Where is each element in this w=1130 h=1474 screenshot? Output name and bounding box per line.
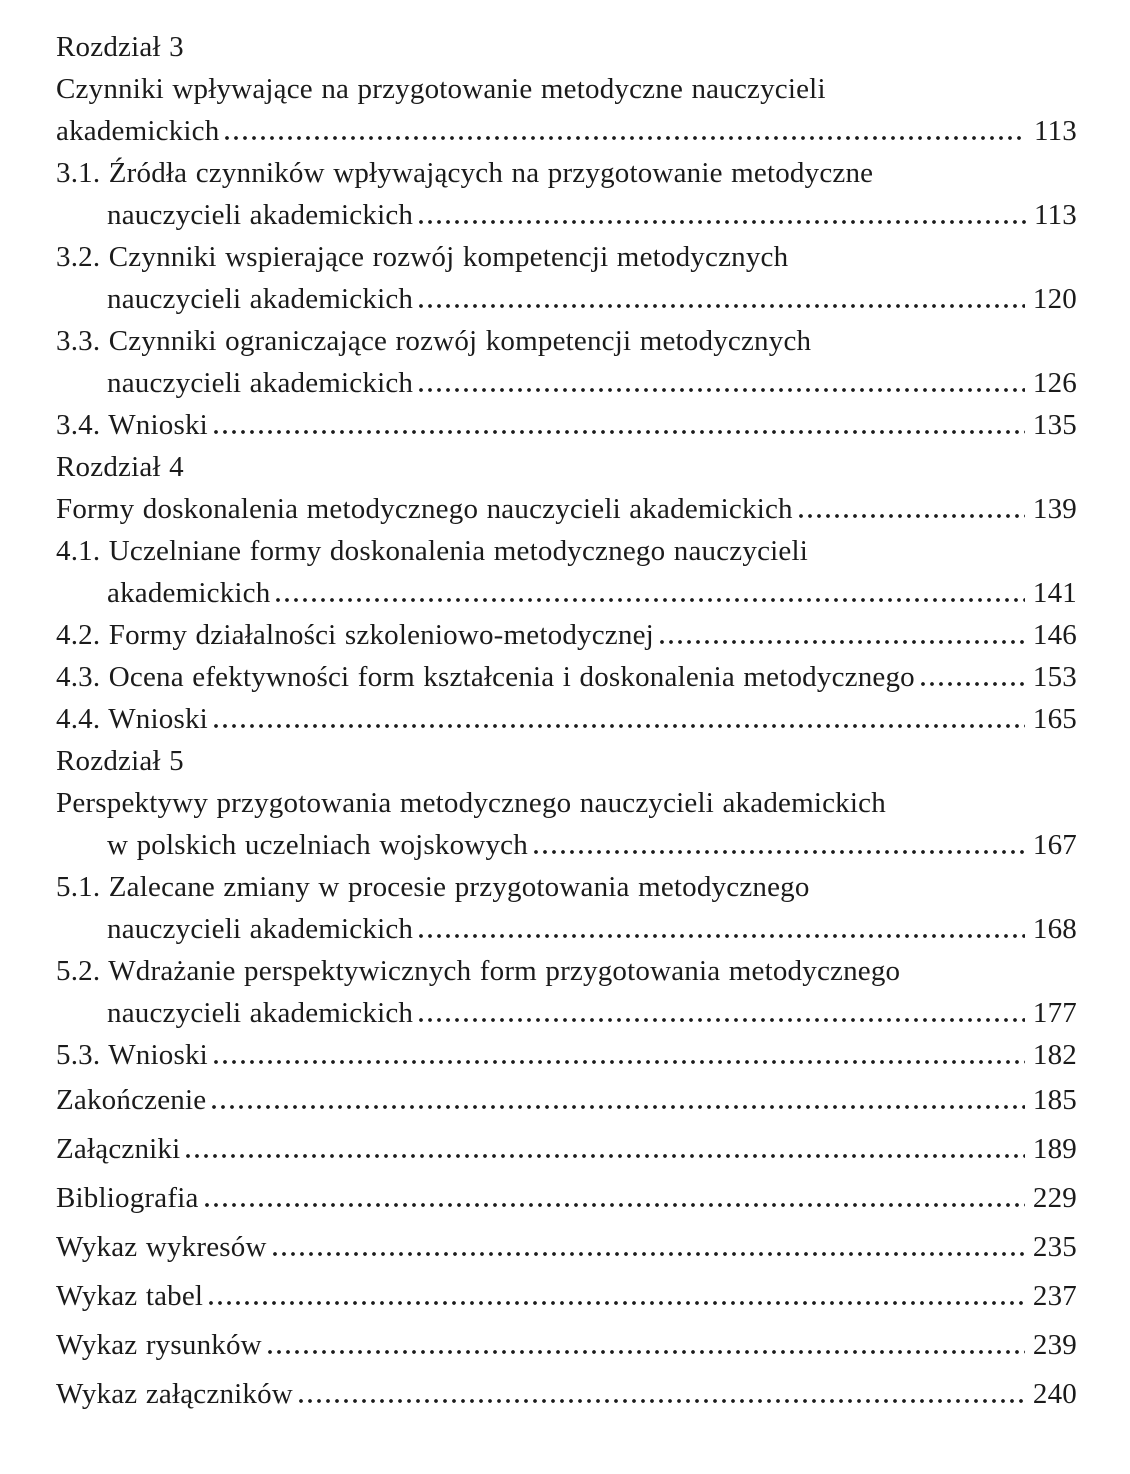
- toc-line-text: 3.1. Źródła czynników wpływających na przygotowanie metodyczne: [56, 157, 874, 189]
- dotted-leader: [212, 1105, 1025, 1109]
- dotted-leader: [419, 934, 1025, 938]
- toc-line-text: Wykaz załączników: [56, 1378, 293, 1410]
- page-number: 182: [1032, 1039, 1077, 1071]
- toc-line-text: Rozdział 3: [56, 31, 184, 63]
- toc-line-text: Perspektywy przygotowania metodycznego nauczycieli akademickich: [56, 787, 886, 819]
- toc-line: [56, 824, 1077, 866]
- dotted-leader: [214, 724, 1025, 728]
- dotted-leader: [268, 1350, 1025, 1354]
- toc-line: [56, 1272, 1077, 1321]
- page-number: 135: [1032, 409, 1077, 441]
- toc-line-text: 3.3. Czynniki ograniczające rozwój kompetencji metodycznych: [56, 325, 812, 357]
- toc-line: [56, 362, 1077, 404]
- toc-line: [56, 26, 1077, 68]
- toc-line: [56, 1321, 1077, 1370]
- page-number: 235: [1032, 1231, 1077, 1263]
- dotted-leader: [660, 640, 1025, 644]
- toc-line-text: 3.4. Wnioski: [56, 409, 208, 441]
- dotted-leader: [419, 388, 1025, 392]
- page-number: 165: [1032, 703, 1077, 735]
- toc-line-text: 4.4. Wnioski: [56, 703, 208, 735]
- toc-line: [56, 446, 1077, 488]
- dotted-leader: [921, 682, 1025, 686]
- toc-line-text: 4.2. Formy działalności szkoleniowo-metodycznej: [56, 619, 654, 651]
- page-number: 240: [1032, 1378, 1077, 1410]
- dotted-leader: [276, 598, 1024, 602]
- toc-line: [56, 68, 1077, 110]
- dotted-leader: [299, 1399, 1025, 1403]
- page-number: 146: [1032, 619, 1077, 651]
- toc-line: [56, 488, 1077, 530]
- dotted-leader: [225, 136, 1026, 140]
- dotted-leader: [214, 430, 1025, 434]
- toc-line-text: Wykaz tabel: [56, 1280, 204, 1312]
- toc-line: [56, 740, 1077, 782]
- page-number: 153: [1032, 661, 1077, 693]
- page-number: 189: [1032, 1133, 1077, 1165]
- toc-line-text: 4.3. Ocena efektywności form kształcenia i doskonalenia metodycznego: [56, 661, 915, 693]
- page-number: 141: [1032, 577, 1077, 609]
- page-number: 185: [1032, 1084, 1077, 1116]
- dotted-leader: [419, 1018, 1025, 1022]
- toc-line: [56, 1076, 1077, 1125]
- toc-line: [56, 614, 1077, 656]
- toc-line-text: 5.2. Wdrażanie perspektywicznych form przygotowania metodycznego: [56, 955, 901, 987]
- toc-line: [56, 1370, 1077, 1419]
- toc-line: [56, 950, 1077, 992]
- dotted-leader: [273, 1252, 1025, 1256]
- toc-line-text: 3.2. Czynniki wspierające rozwój kompetencji metodycznych: [56, 241, 789, 273]
- toc-line-text: Wykaz rysunków: [56, 1329, 262, 1361]
- toc-line-text: akademickich: [107, 577, 271, 609]
- toc-line-text: Bibliografia: [56, 1182, 199, 1214]
- toc-line: [56, 656, 1077, 698]
- page-number: 113: [1033, 115, 1077, 147]
- toc-line: [56, 530, 1077, 572]
- toc-line: [56, 110, 1077, 152]
- toc-line-text: 4.1. Uczelniane formy doskonalenia metodycznego nauczycieli: [56, 535, 808, 567]
- toc-line: [56, 1174, 1077, 1223]
- dotted-leader: [419, 220, 1026, 224]
- page-number: 120: [1032, 283, 1077, 315]
- page-number: 239: [1032, 1329, 1077, 1361]
- toc-line-text: Formy doskonalenia metodycznego nauczycieli akademickich: [56, 493, 793, 525]
- page-number: 113: [1033, 199, 1077, 231]
- toc-line: [56, 908, 1077, 950]
- dotted-leader: [799, 514, 1025, 518]
- toc-line: [56, 404, 1077, 446]
- toc-line-text: w polskich uczelniach wojskowych: [107, 829, 528, 861]
- toc-line: [56, 152, 1077, 194]
- page-number: 229: [1032, 1182, 1077, 1214]
- dotted-leader: [214, 1060, 1025, 1064]
- page-number: 139: [1032, 493, 1077, 525]
- toc-line-text: Czynniki wpływające na przygotowanie metodyczne nauczycieli: [56, 73, 826, 105]
- toc-line: [56, 572, 1077, 614]
- toc-line: [56, 1223, 1077, 1272]
- toc-line-text: Wykaz wykresów: [56, 1231, 267, 1263]
- page-number: 167: [1032, 829, 1077, 861]
- toc-line: [56, 992, 1077, 1034]
- page-number: 237: [1032, 1280, 1077, 1312]
- toc-line-text: nauczycieli akademickich: [107, 367, 414, 399]
- page-number: 126: [1032, 367, 1077, 399]
- toc-line-text: Rozdział 4: [56, 451, 184, 483]
- toc-line-text: nauczycieli akademickich: [107, 199, 414, 231]
- dotted-leader: [419, 304, 1025, 308]
- page-number: 177: [1032, 997, 1077, 1029]
- toc-line-text: akademickich: [56, 115, 220, 147]
- dotted-leader: [534, 850, 1025, 854]
- toc-line-text: nauczycieli akademickich: [107, 997, 414, 1029]
- toc-line-text: 5.3. Wnioski: [56, 1039, 208, 1071]
- dotted-leader: [186, 1154, 1025, 1158]
- toc-line: [56, 782, 1077, 824]
- toc-line: [56, 236, 1077, 278]
- toc-line: [56, 1034, 1077, 1076]
- toc: [56, 26, 1077, 1419]
- page-number: 168: [1032, 913, 1077, 945]
- toc-line: [56, 278, 1077, 320]
- toc-line-text: 5.1. Zalecane zmiany w procesie przygotowania metodycznego: [56, 871, 810, 903]
- toc-line: [56, 866, 1077, 908]
- dotted-leader: [209, 1301, 1025, 1305]
- toc-line: [56, 320, 1077, 362]
- toc-line-text: Rozdział 5: [56, 745, 184, 777]
- dotted-leader: [205, 1203, 1025, 1207]
- toc-line-text: nauczycieli akademickich: [107, 913, 414, 945]
- toc-line-text: Załączniki: [56, 1133, 181, 1165]
- toc-line: [56, 194, 1077, 236]
- toc-line-text: nauczycieli akademickich: [107, 283, 414, 315]
- toc-line: [56, 1125, 1077, 1174]
- toc-line: [56, 698, 1077, 740]
- toc-line-text: Zakończenie: [56, 1084, 207, 1116]
